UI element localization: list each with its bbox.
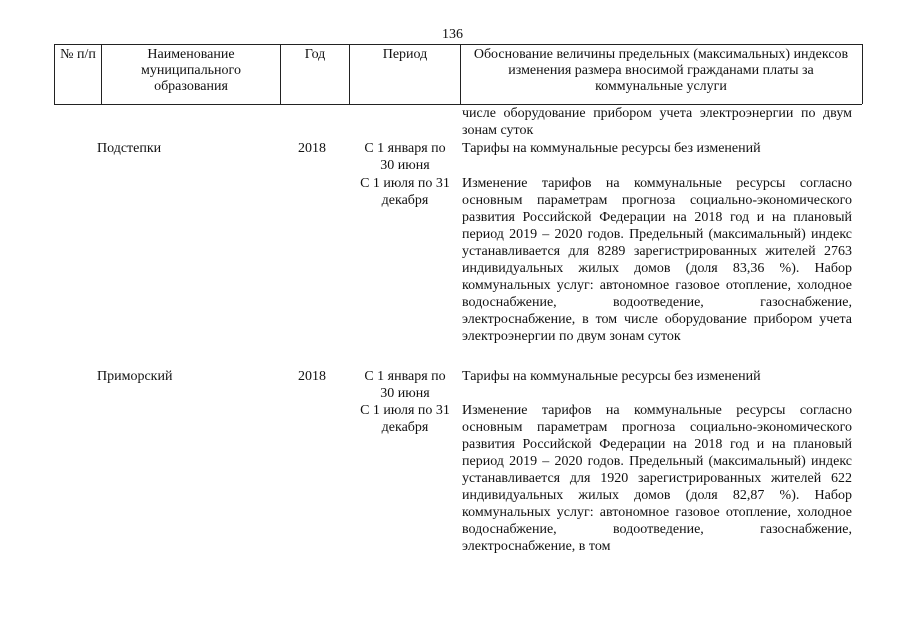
header-year: Год — [304, 47, 326, 62]
row-year: 2018 — [298, 369, 326, 384]
page-number: 136 — [442, 27, 463, 42]
table-border — [862, 44, 863, 104]
row-reason-2: Изменение тарифов на коммунальные ресурсы согласно основным параметрам прогноза социально-экономического развития Российской Федерации на 2018 год и на плановый период 2019 – 2020 годов. Предельный (максимальный) индекс устанавливается для 1920 зарегистрированных жителей 622 индивидуальных жилых домов (доля 82,87 %). Набор коммунальных услуг: автономное газовое отопление, холодное водоснабжение, водоотведение, газоснабжение, электроснабжение, в том — [462, 403, 852, 554]
row-name: Приморский — [97, 369, 173, 384]
row-name: Подстепки — [97, 141, 162, 156]
row-reason-1: Тарифы на коммунальные ресурсы без изменений — [462, 141, 761, 156]
row-year: 2018 — [298, 141, 326, 156]
row-period-1: С 1 января по 30 июня — [364, 369, 446, 401]
table-border — [54, 44, 55, 104]
table-border — [101, 44, 102, 104]
row-period-2: С 1 июля по 31 декабря — [360, 403, 450, 435]
row-period-1: С 1 января по 30 июня — [364, 141, 446, 173]
continuation-text: числе оборудование прибором учета электроэнергии по двум зонам суток — [462, 106, 852, 138]
table-border — [460, 44, 461, 104]
header-name: Наименование муниципального образования — [141, 47, 241, 94]
header-period: Период — [382, 47, 428, 62]
header-num: № п/п — [60, 47, 96, 62]
header-reason: Обоснование величины предельных (максимальных) индексов изменения размера вносимой гражданами платы за коммунальные услуги — [473, 47, 849, 94]
row-period-2: С 1 июля по 31 декабря — [360, 176, 450, 208]
row-reason-1: Тарифы на коммунальные ресурсы без изменений — [462, 369, 761, 384]
row-reason-2: Изменение тарифов на коммунальные ресурсы согласно основным параметрам прогноза социально-экономического развития Российской Федерации на 2018 год и на плановый период 2019 – 2020 годов. Предельный (максимальный) индекс устанавливается для 8289 зарегистрированных жителей 2763 индивидуальных жилых домов (доля 83,36 %). Набор коммунальных услуг: автономное газовое отопление, холодное водоснабжение, водоотведение, газоснабжение, электроснабжение, в том числе оборудование прибором учета электроэнергии по двум зонам суток — [462, 176, 852, 344]
